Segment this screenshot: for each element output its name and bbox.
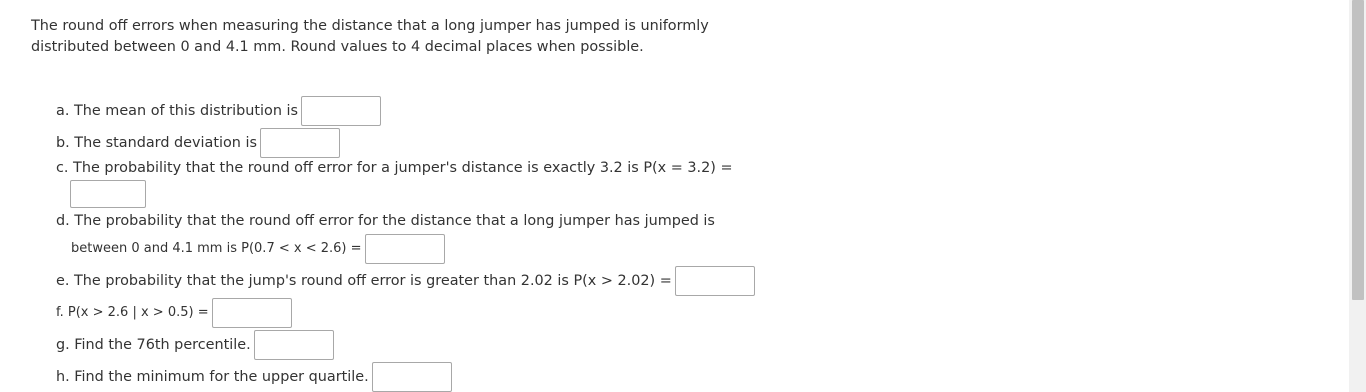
- scrollbar-thumb[interactable]: [1352, 0, 1364, 300]
- problem-statement-line-1: The round off errors when measuring the distance that a long jumper has jumped is uniformly: [31, 18, 709, 34]
- vertical-scrollbar[interactable]: [1349, 0, 1366, 392]
- question-g: [56, 330, 334, 360]
- answer-c-input[interactable]: [70, 180, 146, 208]
- question-e-label: e. The probability that the jump's round off error is greater than 2.02 is P(x > 2.02) =: [56, 273, 672, 289]
- answer-b-input[interactable]: [260, 128, 340, 158]
- answer-h-input[interactable]: [372, 362, 452, 392]
- problem-statement: [31, 16, 731, 58]
- answer-f-input[interactable]: [212, 298, 292, 328]
- problem-statement-line-2: distributed between 0 and 4.1 mm. Round values to 4 decimal places when possible.: [31, 39, 644, 55]
- question-c: [56, 158, 733, 178]
- question-d: [56, 211, 715, 231]
- question-e: [56, 266, 755, 296]
- question-d-label-line-1: d. The probability that the round off error for the distance that a long jumper has jumped is: [56, 213, 715, 229]
- answer-e-input[interactable]: [675, 266, 755, 296]
- question-d-label-line-2: between 0 and 4.1 mm is P(0.7 < x < 2.6) =: [71, 241, 362, 256]
- question-h-label: h. Find the minimum for the upper quartile.: [56, 369, 369, 385]
- question-a: [56, 96, 381, 126]
- question-f-label: f. P(x > 2.6 | x > 0.5) =: [56, 305, 209, 320]
- answer-d-input[interactable]: [365, 234, 445, 264]
- question-g-label: g. Find the 76th percentile.: [56, 337, 251, 353]
- question-b-label: b. The standard deviation is: [56, 135, 257, 151]
- answer-a-input[interactable]: [301, 96, 381, 126]
- question-d-continued: [71, 234, 445, 264]
- question-c-label: c. The probability that the round off error for a jumper's distance is exactly 3.2 is P(x = 3.2) =: [56, 160, 733, 176]
- answer-g-input[interactable]: [254, 330, 334, 360]
- question-f: [56, 298, 292, 328]
- question-a-label: a. The mean of this distribution is: [56, 103, 299, 119]
- question-b: [56, 128, 340, 158]
- question-h: [56, 362, 452, 392]
